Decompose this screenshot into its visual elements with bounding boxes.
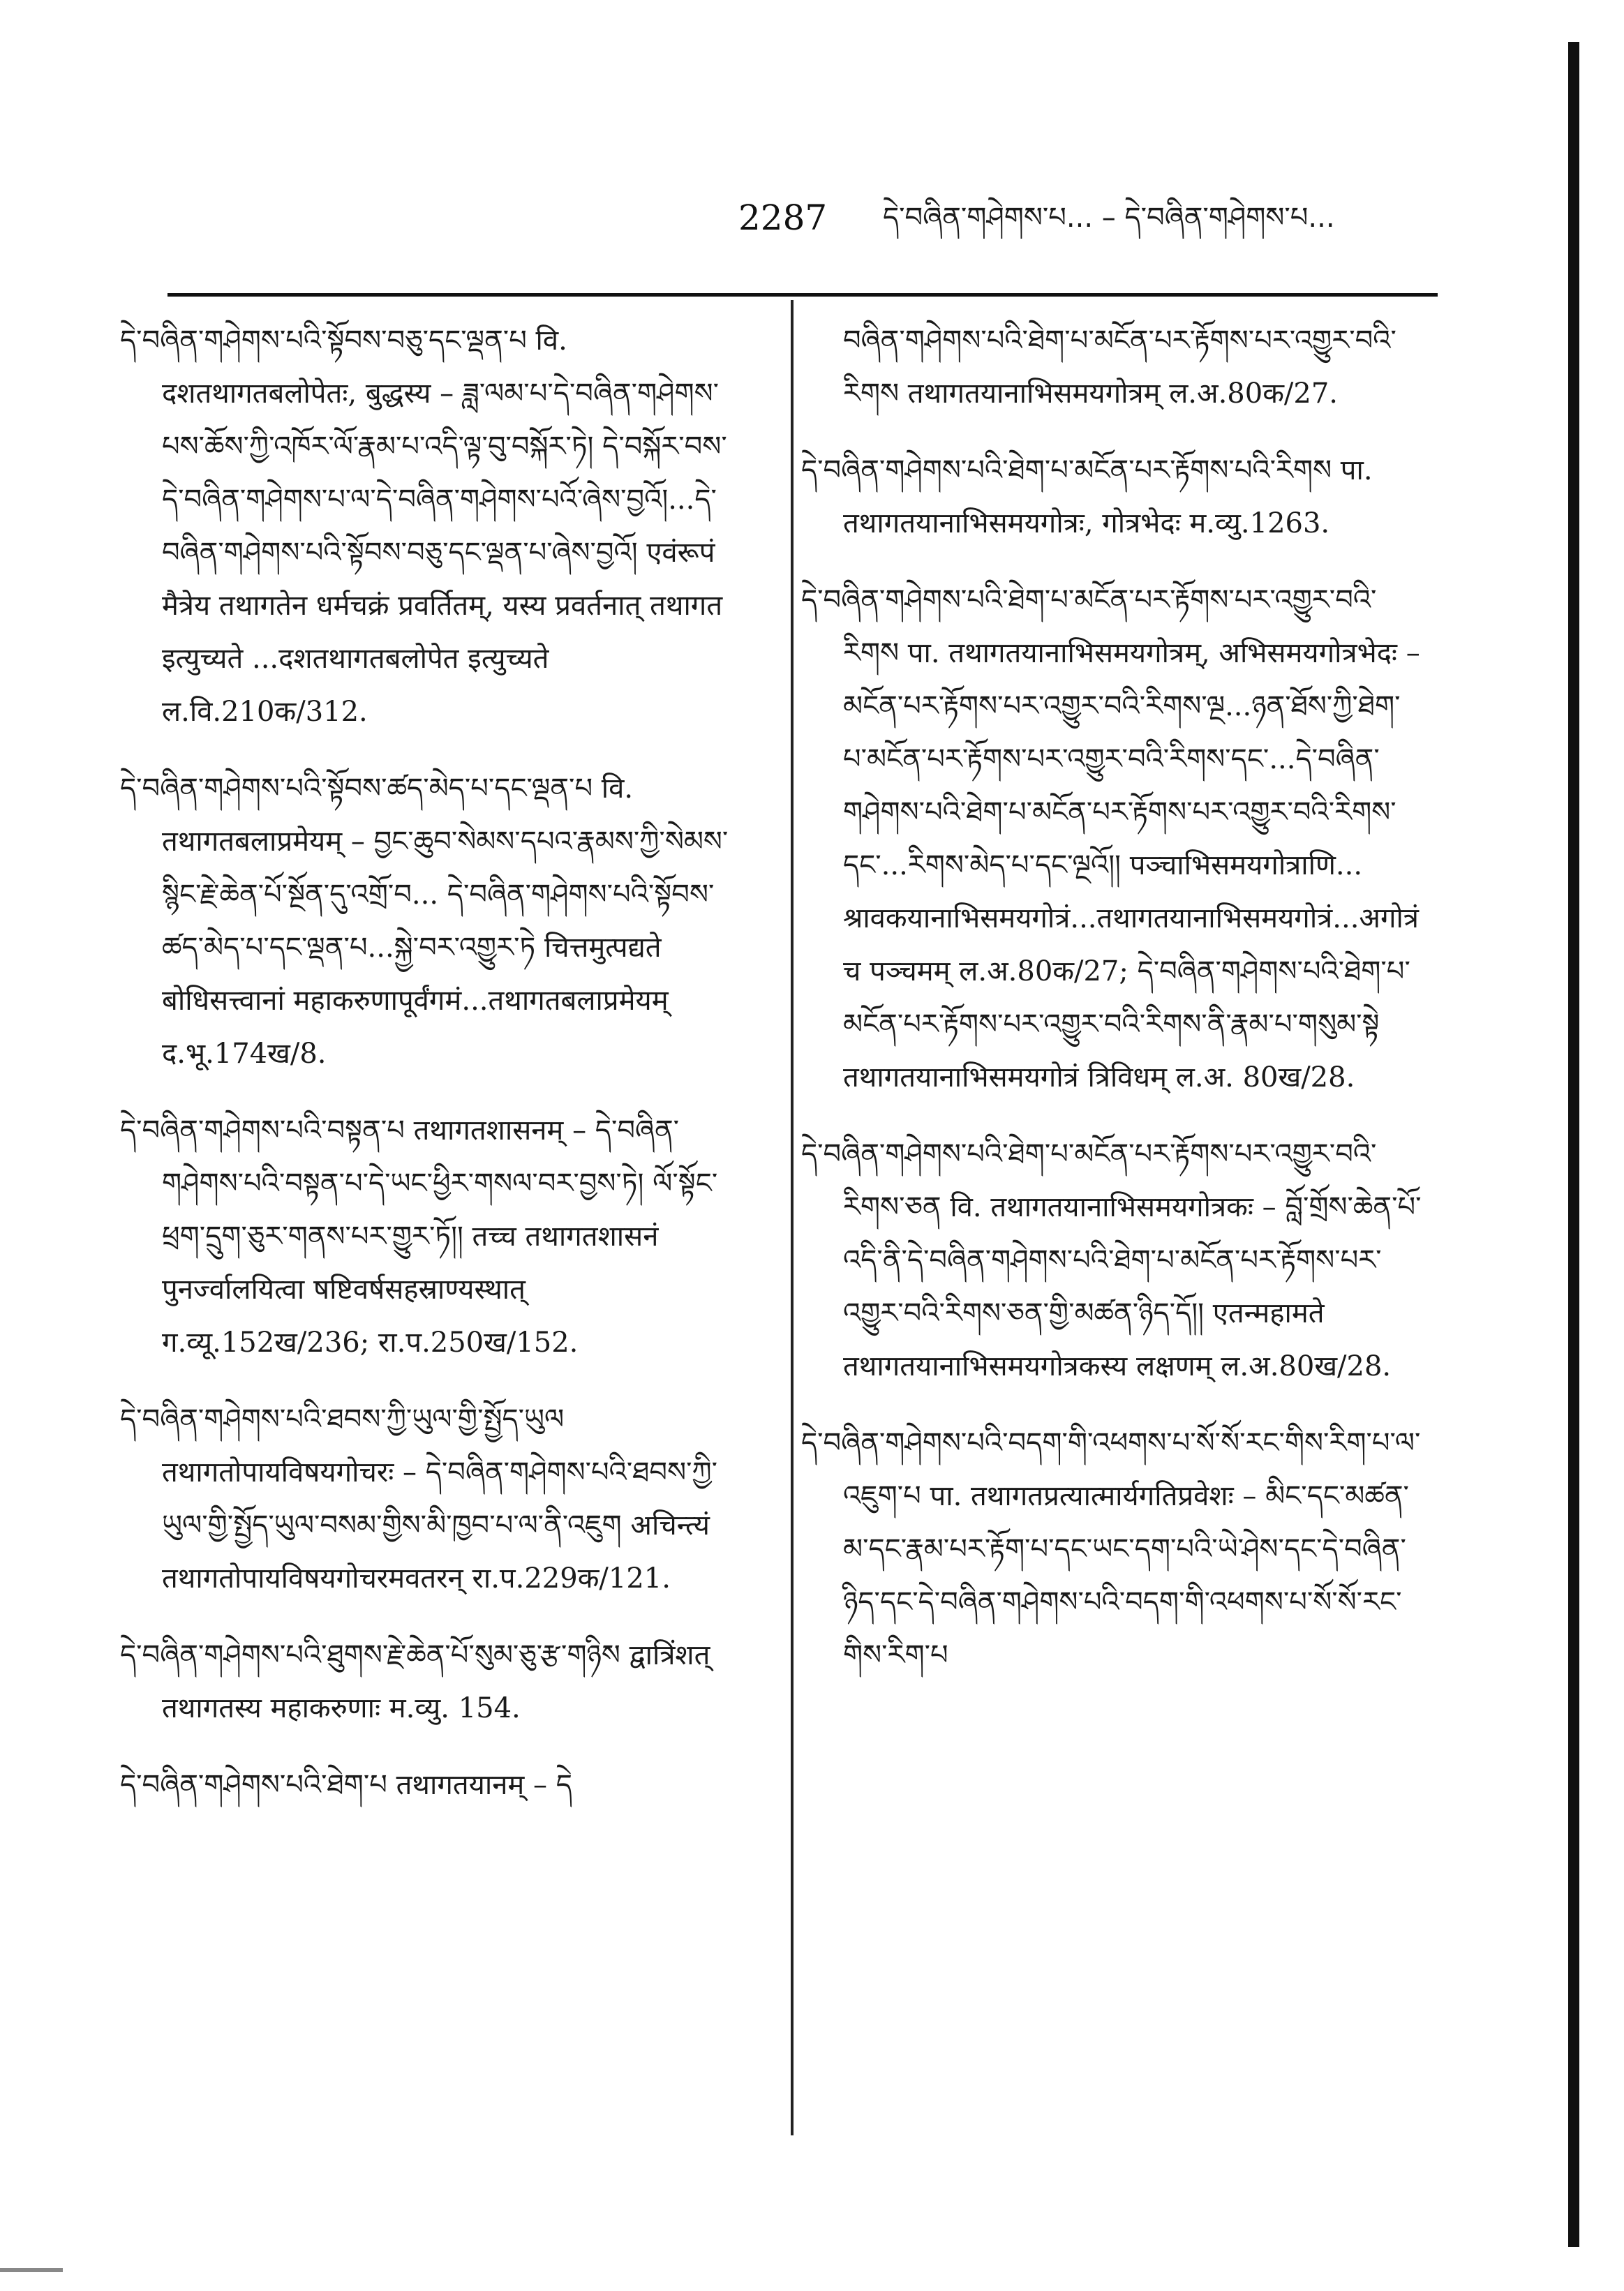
dictionary-entry: དེ་བཞིན་གཤེགས་པའི་བདག་གི་འཕགས་པ་སོ་སོ་རང་གིས་རིག་པ་ལ་འཇུག་པ पा. तथागतप्रत्यात्मार्यगतिप्रवेशः – མིང་དང་མཚན་མ་དང་རྣམ་པར་རྟོག་པ་དང་ཡང་དག་པའི་ཡེ་ཤེས་དང་དེ་བཞིན་ཉིད་དང་དེ་བཞིན་གཤེགས་པའི་བདག་གི་འཕགས་པ་སོ་སོ་རང་གིས་རིག་པ	[801, 1427, 1421, 1671]
scan-mark	[0, 2268, 63, 2272]
page-edge-bar	[1568, 42, 1579, 2247]
entry-continuation: བཞིན་གཤེགས་པའི་ཐེག་པ་མངོན་པར་རྟོགས་པར་འགྱུར་བའི་རིགས तथागतयानाभिसमयगोत्रम् ल.अ.80क/27.	[843, 324, 1396, 410]
left-column	[120, 314, 734, 1835]
running-title: དེ་བཞིན་གཤེགས་པ... – དེ་བཞིན་གཤེགས་པ...	[883, 202, 1335, 234]
header-rule	[167, 293, 1438, 297]
dictionary-entry: དེ་བཞིན་གཤེགས་པའི་ཐབས་ཀྱི་ཡུལ་གྱི་སྤྱོད་ཡུལ तथागतोपायविषयगोचरः – དེ་བཞིན་གཤེགས་པའི་ཐབས་ཀྱི་ཡུལ་གྱི་སྤྱོད་ཡུལ་བསམ་གྱིས་མི་ཁྱབ་པ་ལ་ནི་འཇུག अचिन्त्यं तथागतोपायविषयगोचरमवतरन् रा.प.229क/121.	[120, 1403, 718, 1595]
dictionary-entry: དེ་བཞིན་གཤེགས་པའི་སྟོབས་ཚད་མེད་པ་དང་ལྡན་པ वि. तथागतबलाप्रमेयम् – བྱང་ཆུབ་སེམས་དཔའ་རྣམས་ཀྱི་སེམས་སྙིང་རྗེ་ཆེན་པོ་སྔོན་དུ་འགྲོ་བ... དེ་བཞིན་གཤེགས་པའི་སྟོབས་ཚད་མེད་པ་དང་ལྡན་པ...སྐྱེ་བར་འགྱུར་ཏེ चित्तमुत्पद्यते बोधिसत्त्वानां महाकरुणापूर्वंगमं...तथागतबलाप्रमेयम् द.भू.174ख/8.	[120, 773, 729, 1070]
page-number: 2287	[738, 197, 828, 238]
dictionary-entry: དེ་བཞིན་གཤེགས་པའི་ཐེག་པ तथागतयानम् – དེ	[120, 1769, 572, 1801]
dictionary-entry: དེ་བཞིན་གཤེགས་པའི་ཐེག་པ་མངོན་པར་རྟོགས་པའི་རིགས पा. तथागतयानाभिसमयगोत्रः, गोत्रभेदः म.व्यु.1263.	[801, 454, 1373, 539]
dictionary-entry: དེ་བཞིན་གཤེགས་པའི་སྟོབས་བཅུ་དང་ལྡན་པ वि. दशतथागतबलोपेतः, बुद्धस्य – ཟླ་ལམ་པ་དེ་བཞིན་གཤེགས་པས་ཆོས་ཀྱི་འཁོར་ལོ་རྣམ་པ་འདི་ལྟ་བུ་བསྐོར་ཏེ། དེ་བསྐོར་བས་དེ་བཞིན་གཤེགས་པ་ལ་དེ་བཞིན་གཤེགས་པའོ་ཞེས་བྱའོ།...དེ་བཞིན་གཤེགས་པའི་སྟོབས་བཅུ་དང་ལྡན་པ་ཞེས་བྱའོ། एवंरूपं मैत्रेय तथागतेन धर्मचक्रं प्रवर्तितम्, यस्य प्रवर्तनात् तथागत इत्युच्यते ...दशतथागतबलोपेत इत्युच्यते ल.वि.210क/312.	[120, 324, 727, 728]
dictionary-entry: དེ་བཞིན་གཤེགས་པའི་ཐེག་པ་མངོན་པར་རྟོགས་པར་འགྱུར་བའི་རིགས་ཅན वि. तथागतयानाभिसमयगोत्रकः – བློ་གྲོས་ཆེན་པོ་འདི་ནི་དེ་བཞིན་གཤེགས་པའི་ཐེག་པ་མངོན་པར་རྟོགས་པར་འགྱུར་བའི་རིགས་ཅན་གྱི་མཚན་ཉིད་དོ།། एतन्महामते तथागतयानाभिसमयगोत्रकस्य लक्षणम् ल.अ.80ख/28.	[801, 1138, 1422, 1382]
right-column	[801, 314, 1422, 1706]
column-divider	[791, 300, 794, 2135]
dictionary-entry: དེ་བཞིན་གཤེགས་པའི་བསྟན་པ तथागतशासनम् – དེ་བཞིན་གཤེགས་པའི་བསྟན་པ་དེ་ཡང་ཕྱིར་གསལ་བར་བྱས་ཏེ། ལོ་སྟོང་ཕྲག་དྲུག་ཅུར་གནས་པར་གྱུར་ཏོ།། तच्च तथागतशासनं पुनर्ज्वालयित्वा षष्टिवर्षसहस्राण्यस्थात् ग.व्यू.152ख/236; रा.प.250ख/152.	[120, 1114, 718, 1359]
dictionary-entry: དེ་བཞིན་གཤེགས་པའི་ཐེག་པ་མངོན་པར་རྟོགས་པར་འགྱུར་བའི་རིགས पा. तथागतयानाभिसमयगोत्रम्, अभिसमयगोत्रभेदः – མངོན་པར་རྟོགས་པར་འགྱུར་བའི་རིགས་ལྔ...ཉན་ཐོས་ཀྱི་ཐེག་པ་མངོན་པར་རྟོགས་པར་འགྱུར་བའི་རིགས་དང་...དེ་བཞིན་གཤེགས་པའི་ཐེག་པ་མངོན་པར་རྟོགས་པར་འགྱུར་བའི་རིགས་དང་...རིགས་མེད་པ་དང་ལྔའོ།། पञ्चाभिसमयगोत्राणि... श्रावकयानाभिसमयगोत्रं...तथागतयानाभिसमयगोत्रं...अगोत्रं च पञ्चमम् ल.अ.80क/27; དེ་བཞིན་གཤེགས་པའི་ཐེག་པ་མངོན་པར་རྟོགས་པར་འགྱུར་བའི་རིགས་ནི་རྣམ་པ་གསུམ་སྟེ तथागतयानाभिसमयगोत्रं त्रिविधम् ल.अ. 80ख/28.	[801, 584, 1420, 1094]
dictionary-entry: དེ་བཞིན་གཤེགས་པའི་ཐུགས་རྗེ་ཆེན་པོ་སུམ་ཅུ་རྩ་གཉིས द्वात्रिंशत् तथागतस्य महाकरुणाः म.व्यु. 154.	[120, 1639, 710, 1724]
